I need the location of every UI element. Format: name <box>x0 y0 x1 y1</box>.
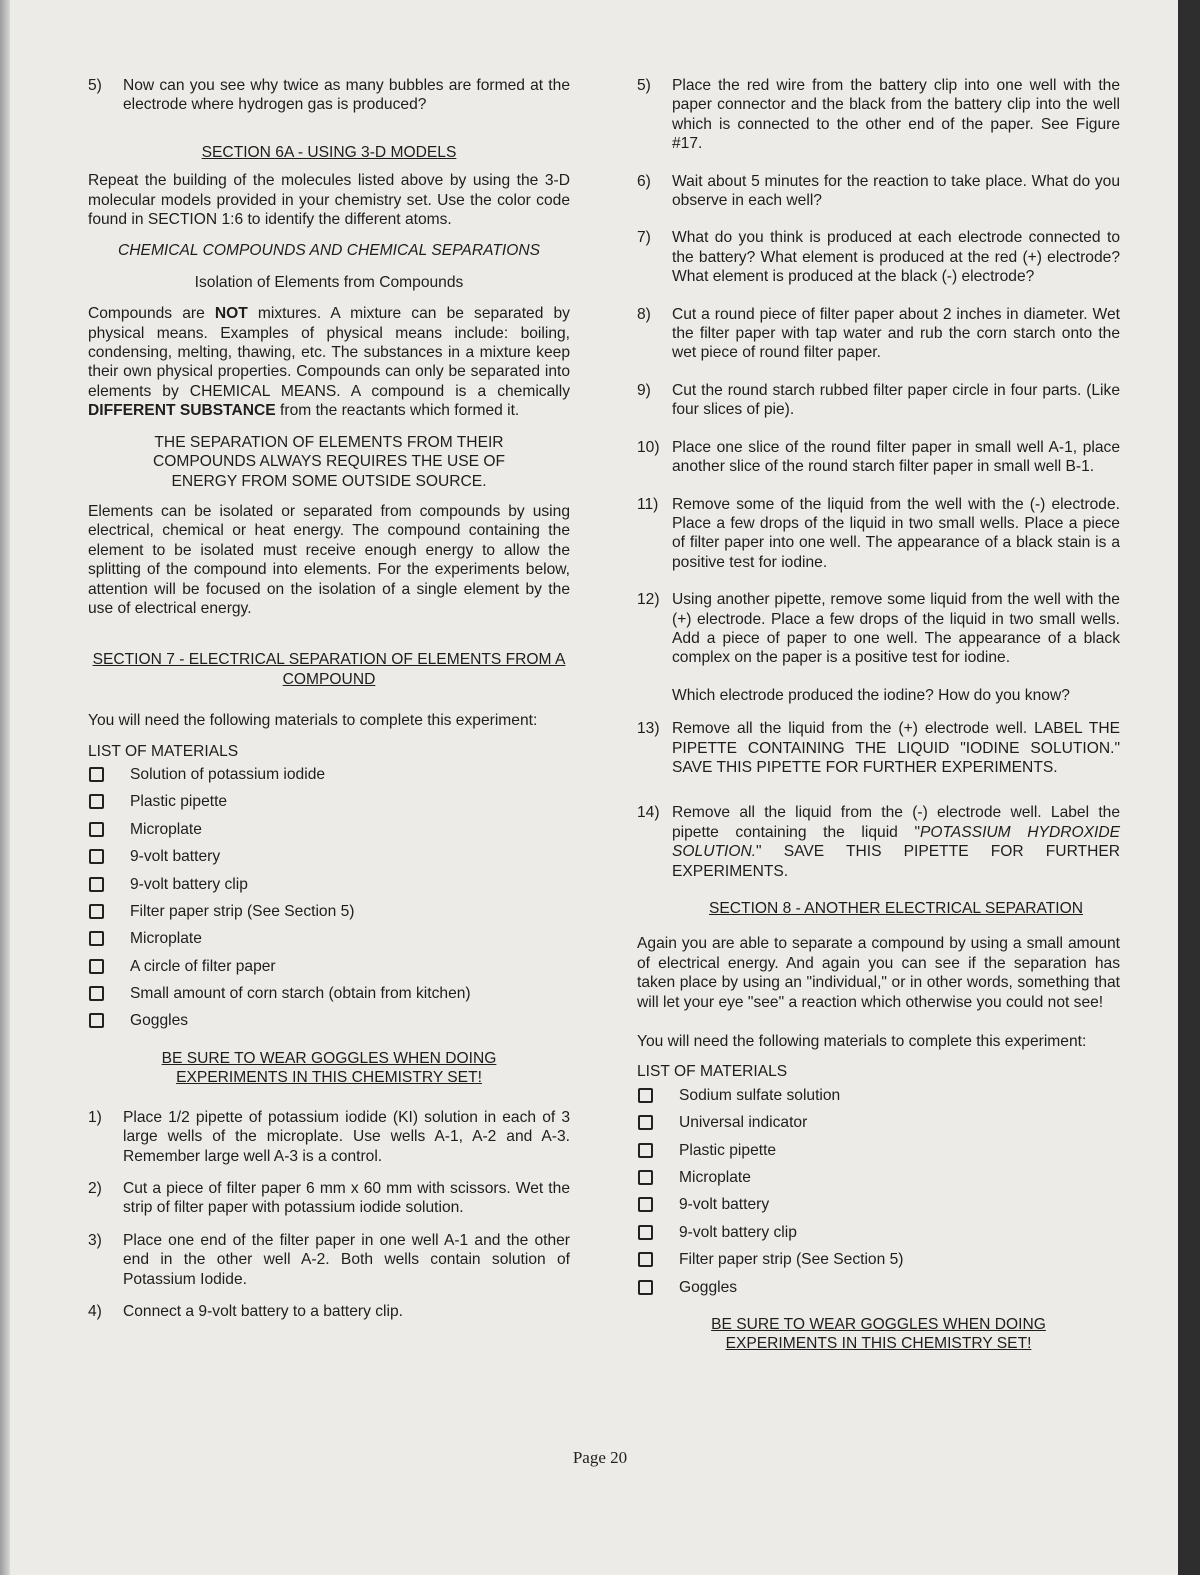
checkbox-icon <box>89 1013 104 1028</box>
left-step-5 <box>88 76 570 115</box>
step-number: 14) <box>637 804 660 822</box>
step-text: What do you think is produced at each electrode connected to the battery? What element is produced at the red (+) electrode? What element is produced at the black (-) electrode? <box>672 229 1120 286</box>
list-item <box>88 953 570 980</box>
right-step-14 <box>637 803 1120 881</box>
checkbox-icon <box>638 1252 653 1267</box>
step-text: Wait about 5 minutes for the reaction to take place. What do you observe in each well? <box>672 172 1120 210</box>
list-item <box>88 761 570 788</box>
list-item <box>637 1164 1120 1191</box>
step-number: 6) <box>637 172 651 190</box>
different-substance-emphasis: DIFFERENT SUBSTANCE <box>88 402 276 420</box>
materials-list-title: LIST OF MATERIALS <box>88 742 239 760</box>
goggles-warning: BE SURE TO WEAR GOGGLES WHEN DOING EXPERIMENTS IN THIS CHEMISTRY SET! <box>161 1049 497 1087</box>
checkbox-icon <box>89 822 104 837</box>
compounds-heading: CHEMICAL COMPOUNDS AND CHEMICAL SEPARATIONS <box>118 242 540 260</box>
section-7-title: SECTION 7 - ELECTRICAL SEPARATION OF ELEMENTS FROM A COMPOUND <box>92 651 566 688</box>
section-6a-paragraph: Repeat the building of the molecules listed above by using the 3-D molecular models provided in your chemistry set. Use the color code found in SECTION 1:6 to identify the different atoms. <box>88 172 570 229</box>
separation-energy-statement: THE SEPARATION OF ELEMENTS FROM THEIR COMPOUNDS ALWAYS REQUIRES THE USE OF ENERGY FROM SOME OUTSIDE SOURCE. <box>152 433 506 490</box>
checkbox-icon <box>89 849 104 864</box>
checkbox-icon <box>89 904 104 919</box>
page-edge-shadow <box>1178 0 1200 1575</box>
list-item <box>637 1274 1120 1301</box>
list-item-label: Goggles <box>130 1012 189 1030</box>
compounds-text-a: Compounds are <box>88 305 215 323</box>
right-step-11 <box>637 495 1120 573</box>
checkbox-icon <box>89 931 104 946</box>
list-item <box>637 1082 1120 1109</box>
compounds-text-c: from the reactants which formed it. <box>275 402 520 420</box>
step-text: Place 1/2 pipette of potassium iodide (KI) solution in each of 3 large wells of the microplate. Use wells A-1, A-2 and A-3. Remember large well A-3 is a control. <box>123 1108 570 1165</box>
list-item <box>88 871 570 898</box>
step-text: Connect a 9-volt battery to a battery clip. <box>123 1302 403 1320</box>
compounds-text-b: mixtures. A mixture can be separated by physical means. Examples of physical means include: boiling, condensing, melting, thawing, etc. The substances in a mixture keep their own physical properties. Compounds can only be separated into elements by CHEMICAL MEANS. A compound is a chemically <box>88 305 570 400</box>
goggles-warning: BE SURE TO WEAR GOGGLES WHEN DOING EXPERIMENTS IN THIS CHEMISTRY SET! <box>711 1315 1046 1353</box>
materials-intro: You will need the following materials to complete this experiment: <box>637 1033 1087 1051</box>
step-text: Place one end of the filter paper in one well A-1 and the other end in the other well A-2. Both wells contain solution of Potassium Iodide. <box>123 1231 570 1288</box>
step-number: 7) <box>637 229 651 247</box>
right-step-7 <box>637 228 1120 286</box>
checkbox-icon <box>638 1115 653 1130</box>
step-number: 8) <box>637 305 651 323</box>
list-item-label: Filter paper strip (See Section 5) <box>679 1251 904 1269</box>
step-text <box>672 804 1120 879</box>
right-step-8 <box>637 305 1120 363</box>
list-item-label: 9-volt battery <box>130 848 221 866</box>
list-item-label: Solution of potassium iodide <box>130 765 326 783</box>
list-item-label: Universal indicator <box>679 1114 808 1132</box>
step-number: 2) <box>88 1179 102 1197</box>
right-column <box>637 76 1120 1354</box>
list-item-label: A circle of filter paper <box>130 957 276 975</box>
step-text: Cut a round piece of filter paper about 2 inches in diameter. Wet the filter paper with tap water and rub the corn starch onto the wet piece of round filter paper. <box>672 305 1120 362</box>
compounds-paragraph <box>88 304 570 420</box>
list-item-label: Microplate <box>130 930 202 948</box>
section-8-paragraph: Again you are able to separate a compound by using a small amount of electrical energy. And again you can see if the separation has taken place by using an "individual," or in other words, something that will let your eye "see" a reaction which otherwise you could not see! <box>637 935 1120 1011</box>
materials-list <box>88 761 570 1035</box>
step-number: 4) <box>88 1302 102 1320</box>
not-emphasis: NOT <box>214 305 248 323</box>
list-item-label: Plastic pipette <box>130 793 228 811</box>
step-text: Remove some of the liquid from the well with the (-) electrode. Place a few drops of the liquid in two small wells. Place a piece of filter paper into one well. The appearance of a black stain is a positive test for iodine. <box>672 495 1120 571</box>
list-item <box>88 816 570 843</box>
left-step-3 <box>88 1231 570 1289</box>
materials-list <box>637 1082 1120 1301</box>
step-text: Now can you see why twice as many bubbles are formed at the electrode where hydrogen gas is produced? <box>123 77 570 114</box>
step-number: 1) <box>88 1108 102 1126</box>
step-text: Cut a piece of filter paper 6 mm x 60 mm with scissors. Wet the strip of filter paper with potassium iodide solution. <box>123 1179 570 1217</box>
step-number: 11) <box>637 495 659 513</box>
step-number: 13) <box>637 720 660 738</box>
list-item <box>637 1246 1120 1273</box>
checkbox-icon <box>638 1225 653 1240</box>
right-step-6 <box>637 172 1120 211</box>
list-item <box>637 1137 1120 1164</box>
list-item <box>88 1007 570 1034</box>
checkbox-icon <box>638 1088 653 1103</box>
materials-list-title: LIST OF MATERIALS <box>637 1063 788 1081</box>
right-step-10 <box>637 438 1120 477</box>
list-item-label: Filter paper strip (See Section 5) <box>130 902 355 920</box>
step-number: 9) <box>637 381 651 399</box>
step-number: 12) <box>637 591 660 609</box>
checkbox-icon <box>638 1197 653 1212</box>
step-text: Cut the round starch rubbed filter paper circle in four parts. (Like four slices of pie). <box>672 381 1120 419</box>
left-column <box>88 76 570 1321</box>
step-text: Remove all the liquid from the (+) electrode well. LABEL THE PIPETTE CONTAINING THE LIQUID "IODINE SOLUTION." SAVE THIS PIPETTE FOR FURTHER EXPERIMENTS. <box>672 720 1120 776</box>
step-text-b: " SAVE THIS PIPETTE FOR FURTHER EXPERIMENTS. <box>672 843 1120 880</box>
list-item-label: Goggles <box>679 1278 738 1296</box>
step-number: 3) <box>88 1231 102 1249</box>
step-text: Place the red wire from the battery clip into one well with the paper connector and the black from the battery clip into the well which is connected to the other end of the paper. See Figure #17. <box>672 77 1120 153</box>
materials-intro: You will need the following materials to complete this experiment: <box>88 712 538 730</box>
list-item-label: Small amount of corn starch (obtain from kitchen) <box>130 985 471 1003</box>
binding-spine <box>0 0 10 1575</box>
list-item <box>637 1191 1120 1218</box>
which-electrode-question: Which electrode produced the iodine? How do you know? <box>672 686 1070 704</box>
list-item <box>637 1219 1120 1246</box>
step-number: 10) <box>637 438 660 456</box>
left-step-4 <box>88 1302 570 1321</box>
right-step-9 <box>637 381 1120 420</box>
step-text: Using another pipette, remove some liquid from the well with the (+) electrode. Place a few drops of the liquid in two small wells. Add a piece of paper to one well. The appearance of a black complex on the paper is a positive test for iodine. <box>672 591 1120 667</box>
elements-paragraph: Elements can be isolated or separated from compounds by using electrical, chemical or heat energy. The compound containing the element to be isolated must receive enough energy to allow the splitting of the compound into elements. For the experiments below, attention will be focused on the isolation of a single element by the use of electrical energy. <box>88 502 570 617</box>
checkbox-icon <box>638 1280 653 1295</box>
list-item-label: Sodium sulfate solution <box>679 1086 841 1104</box>
checkbox-icon <box>89 794 104 809</box>
list-item-label: 9-volt battery clip <box>679 1223 797 1241</box>
potassium-hydroxide-label: POTASSIUM HYDROXIDE SOLUTION. <box>672 823 1120 861</box>
list-item <box>88 980 570 1007</box>
list-item-label: 9-volt battery <box>679 1196 770 1214</box>
list-item <box>88 925 570 952</box>
list-item <box>88 788 570 815</box>
step-number: 5) <box>88 77 102 94</box>
step-text: Place one slice of the round filter paper in small well A-1, place another slice of the round starch filter paper in small well B-1. <box>672 438 1120 476</box>
list-item <box>637 1109 1120 1136</box>
right-step-5 <box>637 76 1120 154</box>
list-item-label: Microplate <box>130 820 202 838</box>
checkbox-icon <box>638 1170 653 1185</box>
step-text-a: Remove all the liquid from the (-) electrode well. Label the pipette containing the liquid " <box>672 804 1120 841</box>
section-6a-title: SECTION 6A - USING 3-D MODELS <box>201 143 457 161</box>
right-step-13 <box>637 719 1120 777</box>
right-step-12 <box>637 590 1120 668</box>
isolation-subheading: Isolation of Elements from Compounds <box>194 273 464 291</box>
list-item-label: Plastic pipette <box>679 1141 777 1159</box>
left-step-2 <box>88 1179 570 1218</box>
left-step-1 <box>88 1108 570 1166</box>
page-number: Page 20 <box>572 1448 628 1467</box>
step-number: 5) <box>637 77 651 94</box>
list-item-label: 9-volt battery clip <box>130 875 248 893</box>
list-item <box>88 898 570 925</box>
list-item <box>88 843 570 870</box>
checkbox-icon <box>89 959 104 974</box>
section-8-title: SECTION 8 - ANOTHER ELECTRICAL SEPARATION <box>708 900 1084 917</box>
list-item-label: Microplate <box>679 1169 751 1187</box>
checkbox-icon <box>89 877 104 892</box>
checkbox-icon <box>89 986 104 1001</box>
checkbox-icon <box>89 767 104 782</box>
checkbox-icon <box>638 1143 653 1158</box>
